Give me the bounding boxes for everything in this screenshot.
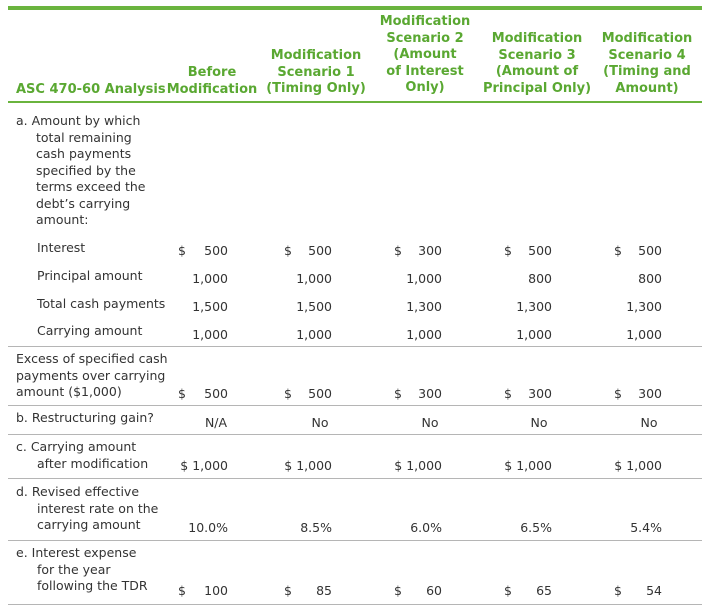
cell-total-s3: 1,300 <box>516 299 552 314</box>
row-after-line: after modification <box>37 455 149 471</box>
header-s3-line: Modification <box>491 31 583 46</box>
currency-symbol: $ <box>614 386 622 401</box>
currency-symbol: $ <box>178 243 186 258</box>
header-scenario-1 <box>264 48 368 98</box>
header-scenario-2 <box>375 14 475 97</box>
cell-rate-s3: 6.5% <box>520 520 552 535</box>
header-s2-line: (Amount <box>393 47 457 62</box>
row-expense-line: following the TDR <box>37 578 148 593</box>
header-s1-line: Scenario 1 <box>277 64 355 80</box>
header-s4-line: Modification <box>601 31 693 46</box>
cell-interest-s4: 500 <box>638 243 662 258</box>
cell-principal-s1: 1,000 <box>296 271 332 286</box>
header-analysis: ASC 470-60 Analysis <box>16 82 166 97</box>
currency-symbol: $ <box>614 243 622 258</box>
row-rate-line: interest rate on the <box>37 500 159 516</box>
section-a-line: a. Amount by which <box>16 113 141 128</box>
bottom-rule <box>8 604 702 605</box>
top-accent-bar <box>8 6 702 10</box>
row-expense-label <box>16 545 176 595</box>
row-divider <box>8 540 702 541</box>
row-expense-line: for the year <box>37 561 111 577</box>
cell-expense-s3: 65 <box>536 583 552 598</box>
currency-symbol: $ <box>284 386 292 401</box>
cell-interest-s1: 500 <box>308 243 332 258</box>
cell-after-before: $ 1,000 <box>180 458 228 473</box>
cell-total-s4: 1,300 <box>626 299 662 314</box>
row-divider <box>8 405 702 406</box>
header-s3-line: Principal Only) <box>482 80 592 96</box>
header-s3-line: (Amount of <box>495 64 579 79</box>
currency-symbol: $ <box>394 243 402 258</box>
section-a-line: amount: <box>36 212 89 227</box>
cell-interest-s3: 500 <box>528 243 552 258</box>
row-carrying-label: Carrying amount <box>37 323 143 338</box>
header-s4-line: Scenario 4 <box>608 47 686 63</box>
cell-carrying-before: 1,000 <box>192 327 228 342</box>
header-s2-line: Only) <box>405 80 445 95</box>
header-before <box>164 65 260 98</box>
cell-after-s1: $ 1,000 <box>284 458 332 473</box>
row-after-label <box>16 439 176 472</box>
cell-carrying-s3: 1,000 <box>516 327 552 342</box>
cell-total-s2: 1,300 <box>406 299 442 314</box>
section-a-line: specified by the <box>36 162 136 178</box>
currency-symbol: $ <box>614 583 622 598</box>
header-s3-line: Scenario 3 <box>498 47 576 63</box>
cell-gain-s3: No <box>530 415 548 430</box>
cell-excess-s2: 300 <box>418 386 442 401</box>
currency-symbol: $ <box>178 386 186 401</box>
row-divider <box>8 478 702 479</box>
row-total-label: Total cash payments <box>37 296 166 311</box>
cell-after-s2: $ 1,000 <box>394 458 442 473</box>
currency-symbol: $ <box>178 583 186 598</box>
header-rule <box>8 101 702 103</box>
cell-gain-before: N/A <box>204 415 228 430</box>
cell-principal-before: 1,000 <box>192 271 228 286</box>
header-s1-line: (Timing Only) <box>266 81 366 96</box>
header-s4-line: (Timing and <box>603 64 691 79</box>
row-gain-label: b. Restructuring gain? <box>16 410 154 425</box>
row-excess-line: Excess of specified cash <box>16 351 168 366</box>
row-expense-line: e. Interest expense <box>16 545 137 560</box>
cell-excess-s3: 300 <box>528 386 552 401</box>
currency-symbol: $ <box>284 583 292 598</box>
header-s4-line: Amount) <box>615 80 679 96</box>
cell-rate-before: 10.0% <box>188 520 228 535</box>
cell-total-before: 1,500 <box>192 299 228 314</box>
cell-carrying-s2: 1,000 <box>406 327 442 342</box>
cell-gain-s4: No <box>640 415 658 430</box>
cell-interest-before: 500 <box>204 243 228 258</box>
header-s1-line: Modification <box>270 48 362 63</box>
cell-after-s3: $ 1,000 <box>504 458 552 473</box>
cell-interest-s2: 300 <box>418 243 442 258</box>
cell-carrying-s1: 1,000 <box>296 327 332 342</box>
cell-principal-s3: 800 <box>528 271 552 286</box>
cell-expense-s4: 54 <box>646 583 662 598</box>
cell-excess-before: 500 <box>204 386 228 401</box>
header-s2-line: Scenario 2 <box>386 30 464 46</box>
currency-symbol: $ <box>504 243 512 258</box>
row-excess-label <box>16 351 176 401</box>
cell-excess-s4: 300 <box>638 386 662 401</box>
cell-principal-s2: 1,000 <box>406 271 442 286</box>
section-a-line: cash payments <box>36 146 132 161</box>
section-a-line: total remaining <box>36 129 132 145</box>
header-s2-line: Modification <box>379 14 471 29</box>
header-s2-line: of Interest <box>386 63 464 79</box>
row-excess-line: payments over carrying <box>16 367 166 383</box>
cell-after-s4: $ 1,000 <box>614 458 662 473</box>
row-divider <box>8 346 702 347</box>
currency-symbol: $ <box>504 583 512 598</box>
cell-rate-s2: 6.0% <box>410 520 442 535</box>
header-before-line: Before <box>187 65 237 80</box>
row-principal-label: Principal amount <box>37 268 143 283</box>
row-divider <box>8 434 702 435</box>
currency-symbol: $ <box>394 386 402 401</box>
cell-excess-s1: 500 <box>308 386 332 401</box>
header-scenario-4 <box>596 31 698 97</box>
currency-symbol: $ <box>504 386 512 401</box>
row-rate-label <box>16 484 176 534</box>
row-after-line: c. Carrying amount <box>16 439 137 454</box>
cell-expense-s2: 60 <box>426 583 442 598</box>
row-excess-line: amount ($1,000) <box>16 384 122 399</box>
currency-symbol: $ <box>284 243 292 258</box>
cell-gain-s2: No <box>421 415 439 430</box>
cell-total-s1: 1,500 <box>296 299 332 314</box>
cell-rate-s4: 5.4% <box>630 520 662 535</box>
cell-principal-s4: 800 <box>638 271 662 286</box>
header-before-line: Modification <box>166 81 258 97</box>
header-scenario-3 <box>482 31 592 97</box>
cell-carrying-s4: 1,000 <box>626 327 662 342</box>
cell-gain-s1: No <box>311 415 329 430</box>
row-interest-label: Interest <box>37 240 86 255</box>
section-a-line: debt’s carrying <box>36 195 131 211</box>
section-a-label <box>16 113 166 229</box>
cell-expense-s1: 85 <box>316 583 332 598</box>
cell-expense-before: 100 <box>204 583 228 598</box>
row-rate-line: d. Revised effective <box>16 484 140 499</box>
section-a-line: terms exceed the <box>36 179 146 194</box>
row-rate-line: carrying amount <box>37 517 141 532</box>
currency-symbol: $ <box>394 583 402 598</box>
cell-rate-s1: 8.5% <box>300 520 332 535</box>
